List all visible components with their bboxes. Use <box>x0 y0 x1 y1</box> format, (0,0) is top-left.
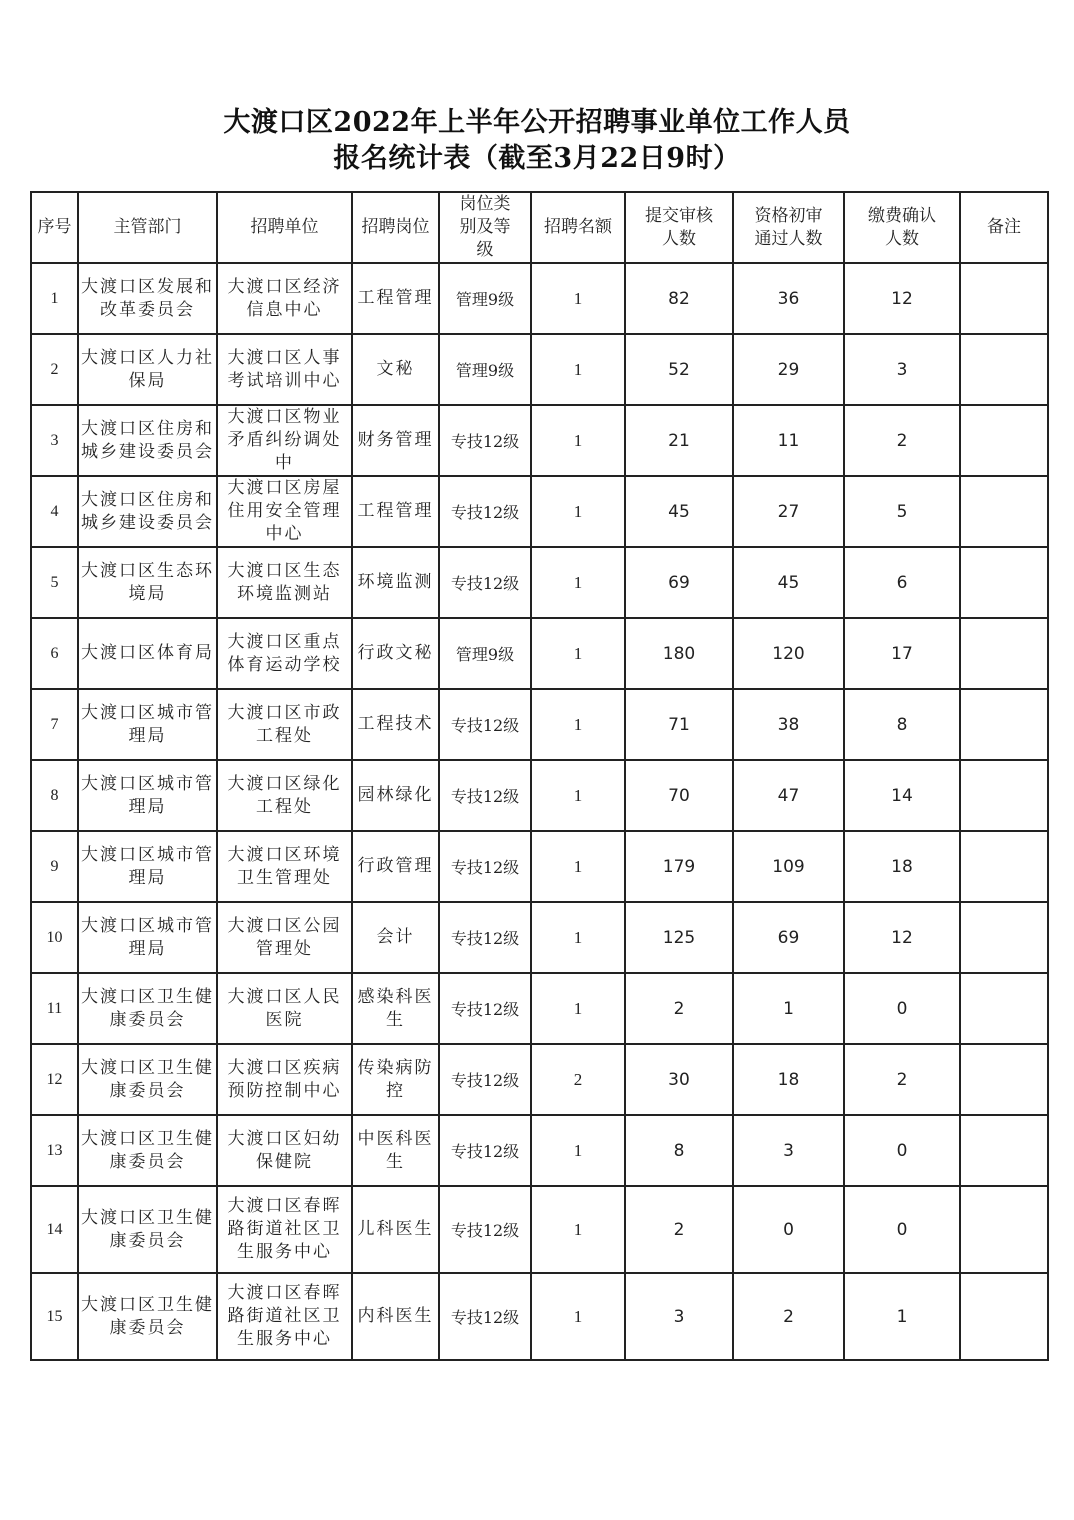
cell-passed: 29 <box>733 334 844 405</box>
cell-paid: 17 <box>844 618 960 689</box>
table-row <box>31 1115 1048 1186</box>
cell-note <box>960 689 1048 760</box>
cell-dept: 大渡口区生态环境局 <box>78 547 217 618</box>
cell-dept: 大渡口区卫生健康委员会 <box>78 973 217 1044</box>
cell-quota: 1 <box>531 1186 625 1273</box>
header-submitted: 提交审核人数 <box>625 192 733 263</box>
cell-passed: 47 <box>733 760 844 831</box>
cell-post: 文秘 <box>352 334 439 405</box>
cell-submitted: 2 <box>625 973 733 1044</box>
registration-stats-table <box>30 191 1049 1361</box>
cell-dept: 大渡口区卫生健康委员会 <box>78 1186 217 1273</box>
cell-dept: 大渡口区体育局 <box>78 618 217 689</box>
cell-post: 工程管理 <box>352 476 439 547</box>
cell-no: 15 <box>31 1273 78 1360</box>
cell-submitted: 180 <box>625 618 733 689</box>
cell-grade: 专技12级 <box>439 902 531 973</box>
cell-unit: 大渡口区人民医院 <box>217 973 352 1044</box>
cell-post: 传染病防控 <box>352 1044 439 1115</box>
cell-submitted: 45 <box>625 476 733 547</box>
cell-quota: 1 <box>531 263 625 334</box>
cell-paid: 12 <box>844 263 960 334</box>
cell-no: 8 <box>31 760 78 831</box>
cell-dept: 大渡口区卫生健康委员会 <box>78 1115 217 1186</box>
cell-unit: 大渡口区重点体育运动学校 <box>217 618 352 689</box>
cell-passed: 0 <box>733 1186 844 1273</box>
cell-quota: 1 <box>531 334 625 405</box>
cell-no: 9 <box>31 831 78 902</box>
cell-paid: 12 <box>844 902 960 973</box>
cell-passed: 45 <box>733 547 844 618</box>
table-row <box>31 334 1048 405</box>
cell-grade: 管理9级 <box>439 618 531 689</box>
cell-unit: 大渡口区春晖路街道社区卫生服务中心 <box>217 1186 352 1273</box>
cell-no: 7 <box>31 689 78 760</box>
cell-unit: 大渡口区环境卫生管理处 <box>217 831 352 902</box>
cell-note <box>960 760 1048 831</box>
cell-paid: 0 <box>844 1115 960 1186</box>
cell-dept: 大渡口区城市管理局 <box>78 760 217 831</box>
cell-passed: 2 <box>733 1273 844 1360</box>
cell-grade: 专技12级 <box>439 1044 531 1115</box>
cell-paid: 2 <box>844 405 960 476</box>
table-row <box>31 405 1048 476</box>
cell-grade: 专技12级 <box>439 476 531 547</box>
table-row <box>31 1186 1048 1273</box>
cell-quota: 1 <box>531 405 625 476</box>
cell-unit: 大渡口区绿化工程处 <box>217 760 352 831</box>
document-title-line2: 报名统计表（截至3月22日9时） <box>333 143 741 174</box>
cell-passed: 38 <box>733 689 844 760</box>
cell-post: 行政文秘 <box>352 618 439 689</box>
cell-no: 4 <box>31 476 78 547</box>
cell-dept: 大渡口区住房和城乡建设委员会 <box>78 405 217 476</box>
cell-unit: 大渡口区生态环境监测站 <box>217 547 352 618</box>
cell-unit: 大渡口区房屋住用安全管理中心 <box>217 476 352 547</box>
cell-submitted: 30 <box>625 1044 733 1115</box>
document-title-line1: 大渡口区2022年上半年公开招聘事业单位工作人员 <box>223 107 851 138</box>
cell-post: 中医科医生 <box>352 1115 439 1186</box>
header-dept: 主管部门 <box>78 192 217 263</box>
cell-note <box>960 902 1048 973</box>
cell-post: 园林绿化 <box>352 760 439 831</box>
header-grade: 岗位类别及等级 <box>439 192 531 263</box>
cell-dept: 大渡口区住房和城乡建设委员会 <box>78 476 217 547</box>
table-row <box>31 618 1048 689</box>
table-row <box>31 1044 1048 1115</box>
table-row <box>31 760 1048 831</box>
cell-note <box>960 1044 1048 1115</box>
table-row <box>31 689 1048 760</box>
cell-note <box>960 476 1048 547</box>
cell-passed: 27 <box>733 476 844 547</box>
cell-no: 3 <box>31 405 78 476</box>
header-note: 备注 <box>960 192 1048 263</box>
cell-grade: 专技12级 <box>439 689 531 760</box>
header-paid: 缴费确认人数 <box>844 192 960 263</box>
cell-paid: 0 <box>844 973 960 1044</box>
cell-unit: 大渡口区疾病预防控制中心 <box>217 1044 352 1115</box>
cell-quota: 1 <box>531 1273 625 1360</box>
cell-paid: 6 <box>844 547 960 618</box>
header-no: 序号 <box>31 192 78 263</box>
table-row <box>31 476 1048 547</box>
cell-paid: 18 <box>844 831 960 902</box>
cell-grade: 专技12级 <box>439 760 531 831</box>
cell-post: 会计 <box>352 902 439 973</box>
cell-submitted: 2 <box>625 1186 733 1273</box>
cell-unit: 大渡口区春晖路街道社区卫生服务中心 <box>217 1273 352 1360</box>
cell-no: 5 <box>31 547 78 618</box>
cell-post: 儿科医生 <box>352 1186 439 1273</box>
table-row <box>31 902 1048 973</box>
cell-no: 12 <box>31 1044 78 1115</box>
cell-quota: 1 <box>531 547 625 618</box>
cell-passed: 36 <box>733 263 844 334</box>
cell-post: 行政管理 <box>352 831 439 902</box>
cell-quota: 1 <box>531 476 625 547</box>
table-row <box>31 973 1048 1044</box>
cell-passed: 120 <box>733 618 844 689</box>
cell-unit: 大渡口区人事考试培训中心 <box>217 334 352 405</box>
header-passed: 资格初审通过人数 <box>733 192 844 263</box>
cell-passed: 1 <box>733 973 844 1044</box>
header-unit: 招聘单位 <box>217 192 352 263</box>
cell-paid: 0 <box>844 1186 960 1273</box>
cell-no: 10 <box>31 902 78 973</box>
cell-post: 感染科医生 <box>352 973 439 1044</box>
cell-grade: 管理9级 <box>439 263 531 334</box>
cell-paid: 14 <box>844 760 960 831</box>
cell-grade: 管理9级 <box>439 334 531 405</box>
cell-grade: 专技12级 <box>439 547 531 618</box>
cell-passed: 69 <box>733 902 844 973</box>
cell-note <box>960 831 1048 902</box>
cell-note <box>960 618 1048 689</box>
cell-submitted: 69 <box>625 547 733 618</box>
cell-note <box>960 1186 1048 1273</box>
cell-post: 工程技术 <box>352 689 439 760</box>
cell-passed: 3 <box>733 1115 844 1186</box>
cell-dept: 大渡口区城市管理局 <box>78 831 217 902</box>
cell-grade: 专技12级 <box>439 1186 531 1273</box>
cell-paid: 2 <box>844 1044 960 1115</box>
cell-dept: 大渡口区卫生健康委员会 <box>78 1273 217 1360</box>
cell-quota: 1 <box>531 618 625 689</box>
cell-dept: 大渡口区卫生健康委员会 <box>78 1044 217 1115</box>
cell-grade: 专技12级 <box>439 831 531 902</box>
cell-submitted: 52 <box>625 334 733 405</box>
cell-passed: 18 <box>733 1044 844 1115</box>
cell-unit: 大渡口区物业矛盾纠纷调处中 <box>217 405 352 476</box>
cell-grade: 专技12级 <box>439 1115 531 1186</box>
cell-post: 工程管理 <box>352 263 439 334</box>
header-post: 招聘岗位 <box>352 192 439 263</box>
cell-no: 2 <box>31 334 78 405</box>
cell-note <box>960 263 1048 334</box>
cell-no: 11 <box>31 973 78 1044</box>
cell-post: 内科医生 <box>352 1273 439 1360</box>
cell-paid: 5 <box>844 476 960 547</box>
cell-submitted: 82 <box>625 263 733 334</box>
cell-submitted: 179 <box>625 831 733 902</box>
cell-quota: 1 <box>531 902 625 973</box>
cell-submitted: 70 <box>625 760 733 831</box>
cell-note <box>960 1115 1048 1186</box>
cell-passed: 11 <box>733 405 844 476</box>
table-row <box>31 547 1048 618</box>
cell-post: 环境监测 <box>352 547 439 618</box>
cell-unit: 大渡口区公园管理处 <box>217 902 352 973</box>
cell-quota: 1 <box>531 831 625 902</box>
cell-note <box>960 334 1048 405</box>
table-row <box>31 263 1048 334</box>
cell-note <box>960 973 1048 1044</box>
cell-quota: 1 <box>531 1115 625 1186</box>
cell-dept: 大渡口区城市管理局 <box>78 902 217 973</box>
cell-unit: 大渡口区经济信息中心 <box>217 263 352 334</box>
cell-no: 1 <box>31 263 78 334</box>
cell-note <box>960 405 1048 476</box>
cell-paid: 3 <box>844 334 960 405</box>
cell-submitted: 71 <box>625 689 733 760</box>
header-quota: 招聘名额 <box>531 192 625 263</box>
cell-quota: 2 <box>531 1044 625 1115</box>
cell-passed: 109 <box>733 831 844 902</box>
cell-paid: 1 <box>844 1273 960 1360</box>
cell-no: 13 <box>31 1115 78 1186</box>
cell-unit: 大渡口区市政工程处 <box>217 689 352 760</box>
cell-submitted: 8 <box>625 1115 733 1186</box>
cell-quota: 1 <box>531 973 625 1044</box>
cell-dept: 大渡口区发展和改革委员会 <box>78 263 217 334</box>
table-row <box>31 1273 1048 1360</box>
cell-submitted: 3 <box>625 1273 733 1360</box>
table-body <box>31 263 1048 1360</box>
cell-no: 14 <box>31 1186 78 1273</box>
cell-unit: 大渡口区妇幼保健院 <box>217 1115 352 1186</box>
cell-submitted: 21 <box>625 405 733 476</box>
table-header-row <box>31 192 1048 263</box>
cell-dept: 大渡口区城市管理局 <box>78 689 217 760</box>
cell-submitted: 125 <box>625 902 733 973</box>
table-row <box>31 831 1048 902</box>
cell-grade: 专技12级 <box>439 973 531 1044</box>
cell-grade: 专技12级 <box>439 1273 531 1360</box>
cell-quota: 1 <box>531 760 625 831</box>
cell-grade: 专技12级 <box>439 405 531 476</box>
cell-note <box>960 547 1048 618</box>
cell-post: 财务管理 <box>352 405 439 476</box>
cell-note <box>960 1273 1048 1360</box>
cell-quota: 1 <box>531 689 625 760</box>
cell-paid: 8 <box>844 689 960 760</box>
cell-no: 6 <box>31 618 78 689</box>
cell-dept: 大渡口区人力社保局 <box>78 334 217 405</box>
